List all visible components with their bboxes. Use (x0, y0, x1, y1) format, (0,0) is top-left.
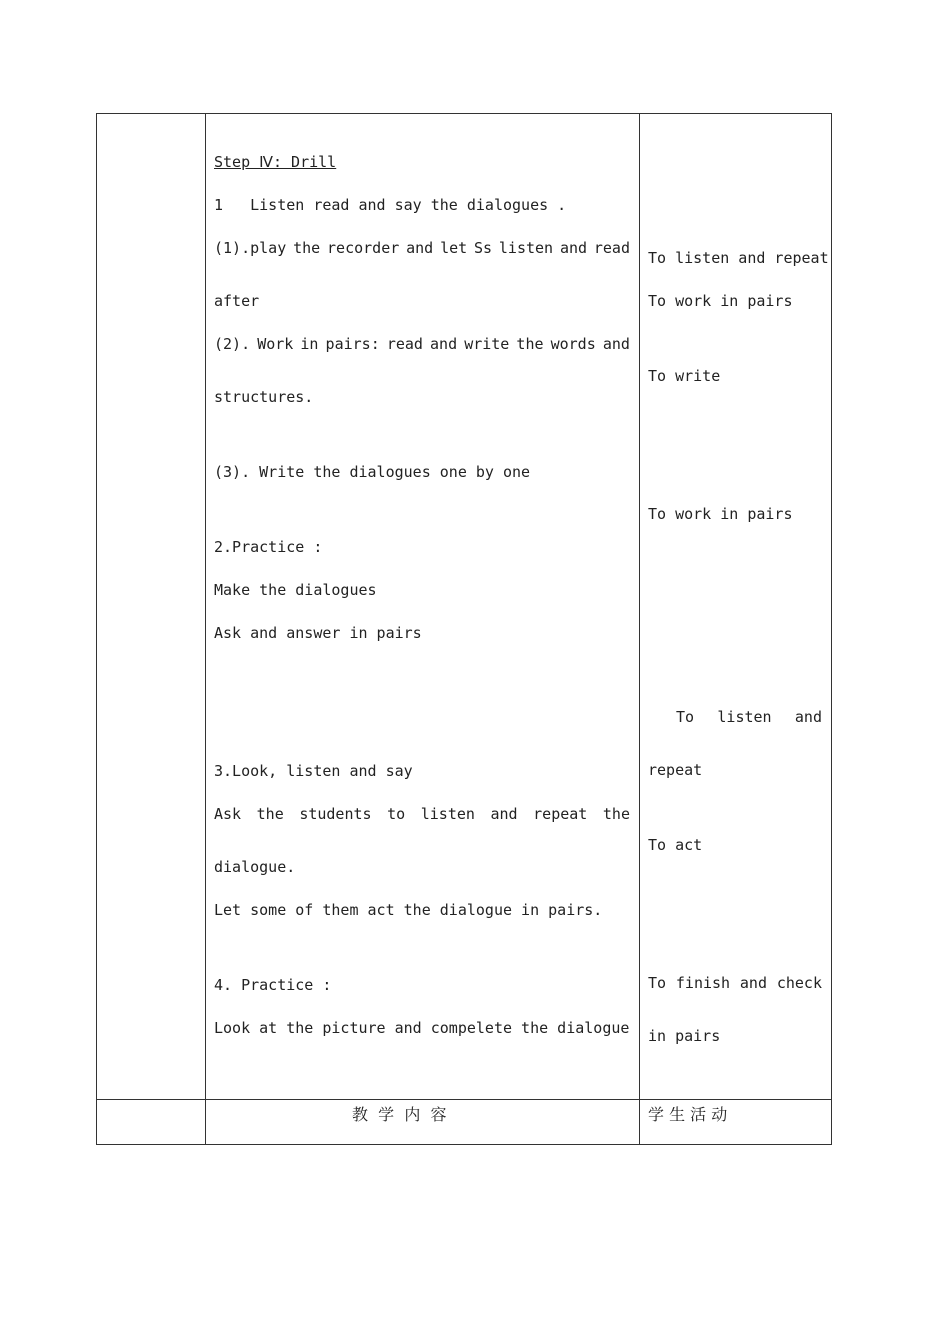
word: finish (675, 974, 731, 992)
word: repeat (533, 805, 588, 823)
section-1b-line2: structures. (214, 388, 314, 406)
section-2-title: 2.Practice : (214, 538, 323, 556)
word: and (739, 974, 767, 992)
section-2-line1: Make the dialogues (214, 581, 377, 599)
word: and (430, 335, 458, 353)
word: listen (420, 805, 475, 823)
column-divider (639, 114, 640, 1144)
word: (2). (214, 335, 251, 353)
word: To (648, 974, 667, 992)
activity-1: To listen and repeat (648, 249, 829, 267)
activity-5-line1 (676, 708, 822, 726)
activity-7-line2: in pairs (648, 1027, 721, 1045)
word: students (299, 805, 372, 823)
section-4-line1: Look at the picture and compelete the dialogue (214, 1019, 630, 1037)
word: and (794, 708, 822, 726)
word: check (776, 974, 822, 992)
word: the (293, 239, 321, 257)
word: Ss (474, 239, 493, 257)
word: in (300, 335, 319, 353)
word: recorder (327, 239, 400, 257)
word: words (550, 335, 596, 353)
column-divider (205, 114, 206, 1144)
word: Ask (214, 805, 242, 823)
section-3-line1 (214, 805, 630, 823)
activity-7-line1 (648, 974, 822, 992)
word: pairs: (325, 335, 380, 353)
word: and (602, 335, 630, 353)
section-4-title: 4. Practice : (214, 976, 332, 994)
section-1a-line2: after (214, 292, 260, 310)
row-divider (97, 1099, 831, 1100)
word: and (490, 805, 518, 823)
section-2-line2: Ask and answer in pairs (214, 624, 422, 642)
word: to (387, 805, 406, 823)
word: read (593, 239, 630, 257)
step-title: Step Ⅳ: Drill (214, 153, 337, 171)
activity-2: To work in pairs (648, 292, 793, 310)
section-1-title: 1 Listen read and say the dialogues . (214, 196, 567, 214)
word: let (440, 239, 468, 257)
word: and (406, 239, 434, 257)
word: write (464, 335, 510, 353)
section-3-line3: Let some of them act the dialogue in pairs. (214, 901, 603, 919)
section-3-title: 3.Look, listen and say (214, 762, 413, 780)
word: the (256, 805, 284, 823)
word: Work (257, 335, 294, 353)
activity-3: To write (648, 367, 721, 385)
word: the (516, 335, 544, 353)
section-1b-line1 (214, 335, 630, 353)
word: listen (717, 708, 772, 726)
activity-5-line2: repeat (648, 761, 703, 779)
word: To (676, 708, 695, 726)
word: listen (498, 239, 554, 257)
section-1a-line1 (214, 239, 630, 257)
word: read (386, 335, 423, 353)
activity-header: 学 生 活 动 (648, 1105, 728, 1124)
content-header: 教 学 内 容 (352, 1105, 447, 1124)
word: the (602, 805, 630, 823)
activity-4: To work in pairs (648, 505, 793, 523)
section-3-line2: dialogue. (214, 858, 296, 876)
word: and (559, 239, 588, 257)
word: (1).play (214, 239, 287, 257)
section-1c: (3). Write the dialogues one by one (214, 463, 531, 481)
activity-6: To act (648, 836, 703, 854)
